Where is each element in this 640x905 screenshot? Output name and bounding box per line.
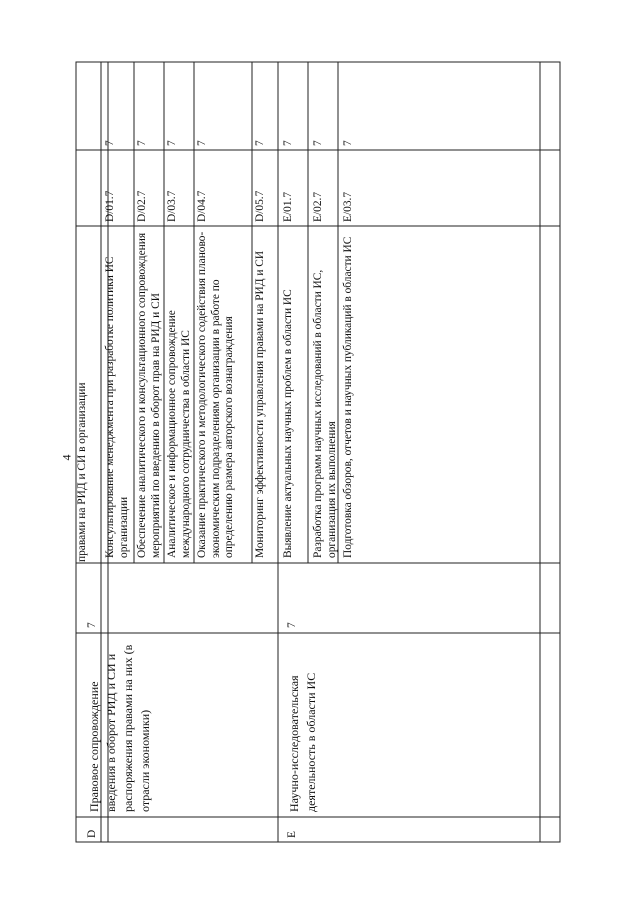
item-code-d2: D/02.7: [136, 190, 148, 222]
item-code-d4: D/04.7: [196, 190, 208, 222]
item-name-d5: Мониторинг эффективности управления правами на РИД и СИ: [254, 250, 266, 558]
page-number: 4: [59, 454, 74, 461]
item-code-e1: E/01.7: [282, 191, 294, 222]
item-level-e3: 7: [342, 140, 354, 146]
item-name-d3: Аналитическое и информационное сопровождение международного сотрудничества в области ИС: [166, 310, 192, 558]
continuation-text: правами на РИД и СИ в организации: [76, 382, 88, 562]
function-level-e: 7: [286, 622, 298, 628]
item-name-e2: Разработка программ научных исследований в области ИС, организация их выполнения: [312, 269, 338, 558]
item-name-e1: Выявление актуальных научных проблем в области ИС: [282, 289, 294, 558]
item-level-d4: 7: [196, 140, 208, 146]
row-code-d: D: [86, 829, 98, 838]
row-code-e: E: [286, 831, 298, 838]
item-name-d1: Консультирование менеджмента при разработке политики ИС организации: [104, 256, 130, 558]
item-code-d5: D/05.7: [254, 190, 266, 222]
function-level-d: 7: [86, 622, 98, 628]
item-code-e2: E/02.7: [312, 191, 324, 222]
item-level-e1: 7: [282, 140, 294, 146]
item-name-e3: Подготовка обзоров, отчетов и научных публикаций в области ИС: [342, 236, 354, 558]
item-name-d4: Оказание практического и методологического содействия планово-экономическим подразделениям организации в работе по определению размера авторского вознаграждения: [196, 231, 235, 558]
item-level-d5: 7: [254, 140, 266, 146]
item-name-d2: Обеспечение аналитического и консультационного сопровождения мероприятий по введению в оборот прав на РИД и СИ: [136, 232, 162, 558]
item-code-d3: D/03.7: [166, 190, 178, 222]
item-level-d3: 7: [166, 140, 178, 146]
function-name-e: Научно-исследовательская деятельность в области ИС: [287, 672, 318, 812]
item-code-e3: E/03.7: [342, 191, 354, 222]
item-level-d1: 7: [104, 140, 116, 146]
item-level-e2: 7: [312, 140, 324, 146]
function-name-d: Правовое сопровождение введения в оборот РИД и СИ и распоряжения правами на них (в отрасли экономики): [87, 644, 152, 812]
item-code-d1: D/01.7: [104, 190, 116, 222]
item-level-d2: 7: [136, 140, 148, 146]
